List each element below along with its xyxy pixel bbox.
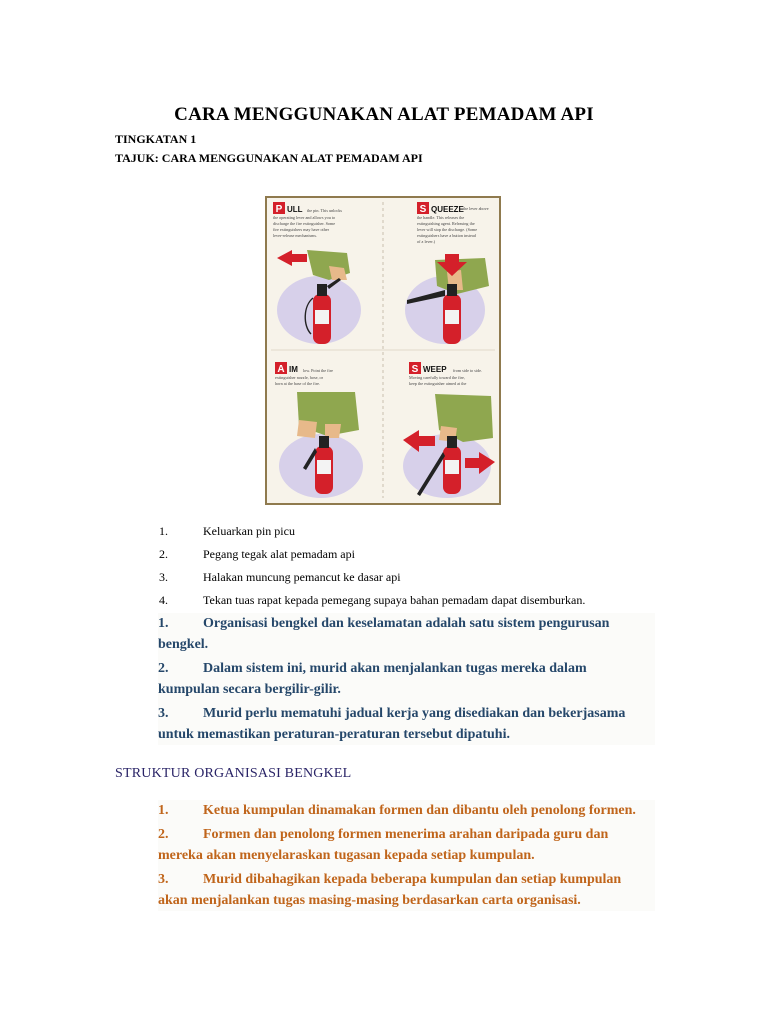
aim-panel (275, 362, 363, 498)
point-number: 2. (158, 661, 169, 676)
step-number: 3. (159, 570, 168, 584)
document-title: CARA MENGGUNAKAN ALAT PEMADAM API (174, 104, 594, 125)
point-text: Dalam sistem ini, murid akan menjalankan tugas mereka dalam (203, 661, 587, 676)
svg-text:P: P (275, 204, 283, 215)
svg-text:S: S (411, 364, 419, 375)
fire-extinguisher-illustration (265, 196, 501, 505)
point-text-continued: kumpulan secara bergilir-gilir. (158, 682, 341, 697)
point-text: Ketua kumpulan dinamakan formen dan dibantu oleh penolong formen. (203, 803, 636, 818)
step-text: Keluarkan pin picu (203, 524, 295, 538)
point-text-continued: mereka akan menyelaraskan tugasan kepada setiap kumpulan. (158, 848, 535, 863)
list-item (158, 658, 655, 700)
point-number: 2. (158, 827, 169, 842)
sweep-panel (403, 362, 495, 498)
tajuk-label: TAJUK: CARA MENGGUNAKAN ALAT PEMADAM API (115, 151, 423, 165)
svg-text:ULL: ULL (287, 205, 303, 214)
tingkatan-label: TINGKATAN 1 (115, 132, 197, 146)
step-number: 4. (159, 593, 168, 607)
svg-text:the lever above the ha: the lever above the handle. This releases the extinguishing agent. Releasing the lever will stop the discharge. (Some extinguishers have a button instead of a lever.) (417, 206, 489, 244)
list-item (158, 613, 655, 655)
svg-text:S: S (419, 204, 427, 215)
step-number: 1. (159, 524, 168, 538)
svg-text:from side to side. Mov: from side to side. Moving carefully toward the fire, keep the extinguisher aimed at the (409, 368, 483, 386)
point-text-continued: akan menjalankan tugas masing-masing berdasarkan carta organisasi. (158, 893, 581, 908)
list-item (158, 703, 655, 745)
point-text: Organisasi bengkel dan keselamatan adalah satu sistem pengurusan (203, 616, 610, 631)
svg-text:low. Point the fire ex: low. Point the fire extinguisher nozzle, hose, or horn at the base of the fire. (275, 368, 333, 386)
svg-text:WEEP: WEEP (423, 365, 447, 374)
point-text: Murid perlu mematuhi jadual kerja yang disediakan dan bekerjasama (203, 706, 626, 721)
step-number: 2. (159, 547, 168, 561)
point-number: 1. (158, 616, 169, 631)
point-number: 3. (158, 706, 169, 721)
structure-points (158, 800, 655, 911)
svg-text:A: A (277, 364, 285, 375)
intro-points (158, 613, 655, 745)
svg-text:QUEEZE: QUEEZE (431, 205, 464, 214)
list-item (158, 824, 655, 866)
point-text-continued: bengkel. (158, 637, 209, 652)
point-text: Murid dibahagikan kepada beberapa kumpulan dan setiap kumpulan (203, 872, 622, 887)
step-text: Halakan muncung pemancut ke dasar api (203, 570, 401, 584)
point-text: Formen dan penolong formen menerima arahan daripada guru dan (203, 827, 609, 842)
svg-text:the pin. This unlocks: the pin. This unlocks the operating lever and allows you to discharge the fire extinguisher. Some fire extinguishers may have other lever-release mechanisms. (273, 208, 343, 238)
step-text: Pegang tegak alat pemadam api (203, 547, 355, 561)
squeeze-panel (405, 202, 490, 344)
list-item (158, 869, 655, 911)
point-text-continued: untuk memastikan peraturan-peraturan tersebut dipatuhi. (158, 727, 510, 742)
point-number: 1. (158, 803, 169, 818)
point-number: 3. (158, 872, 169, 887)
list-item (158, 800, 655, 821)
step-text: Tekan tuas rapat kepada pemegang supaya bahan pemadam dapat disemburkan. (203, 593, 586, 607)
pull-panel (273, 202, 361, 344)
svg-text:IM: IM (289, 365, 298, 374)
section-heading: STRUKTUR ORGANISASI BENGKEL (115, 766, 352, 781)
